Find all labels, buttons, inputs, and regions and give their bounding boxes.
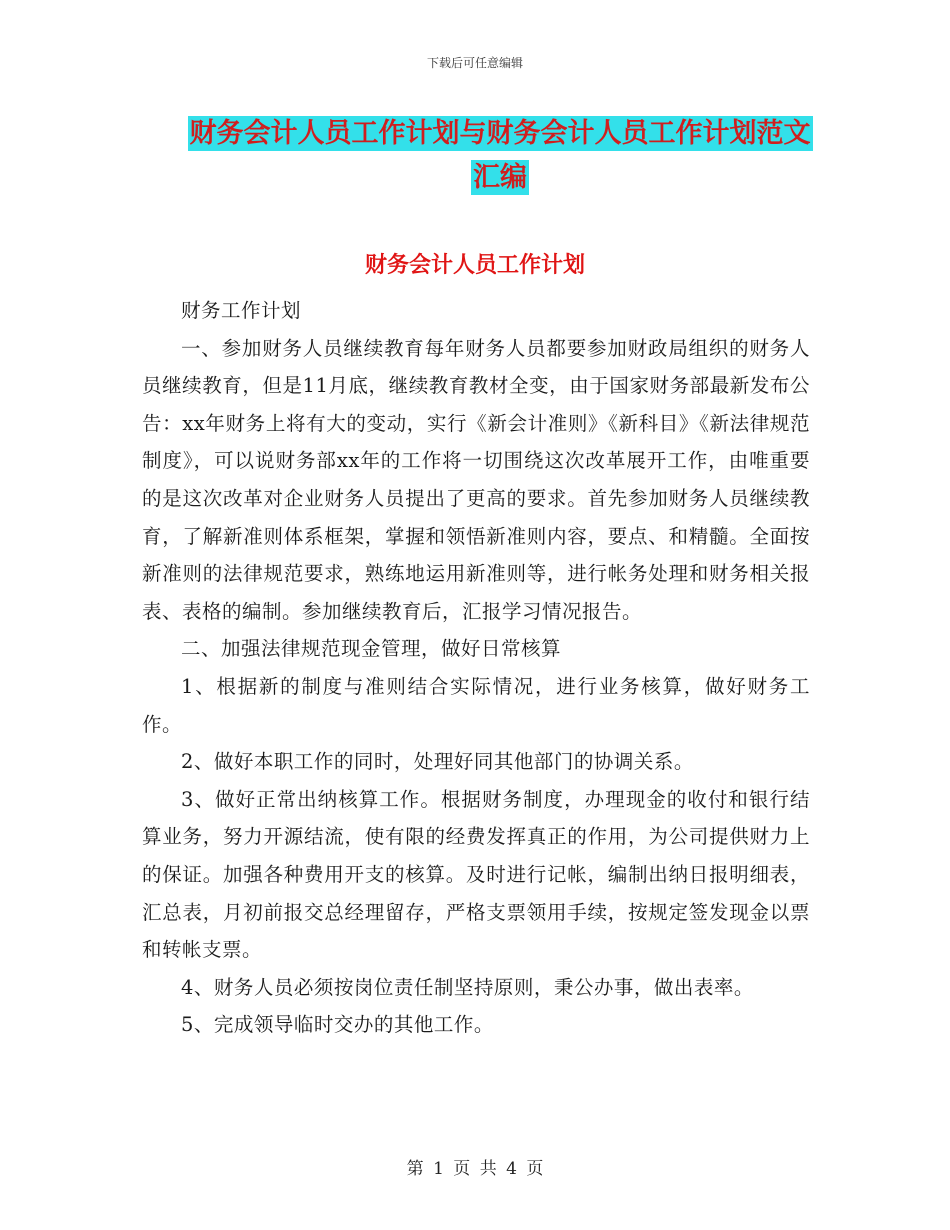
page-footer: 第 1 页 共 4 页 (406, 1159, 544, 1179)
paragraph: 3、做好正常出纳核算工作。根据财务制度，办理现金的收付和银行结算业务，努力开源结流，使有限的经费发挥真正的作用，为公司提供财力上的保证。加强各种费用开支的核算。及时进行记帐，编制出纳日报明细表，汇总表，月初前报交总经理留存，严格支票领用手续，按规定签发现金以票和转帐支票。 (142, 787, 810, 962)
document-title (140, 112, 860, 200)
paragraph: 财务工作计划 (181, 299, 302, 322)
body-text (142, 292, 810, 1044)
title-line-1: 财务会计人员工作计划与财务会计人员工作计划范文 (189, 118, 811, 149)
paragraph: 5、完成领导临时交办的其他工作。 (181, 1013, 494, 1037)
paragraph: 一、参加财务人员继续教育每年财务人员都要参加财政局组织的财务人员继续教育，但是11月底，继续教育教材全变，由于国家财务部最新发布公告：xx年财务上将有大的变动，实行《新会计准则》《新科目》《新法律规范制度》，可以说财务部xx年的工作将一切围绕这次改革展开工作，由唯重要的是这次改革对企业财务人员提出了更高的要求。首先参加财务人员继续教育，了解新准则体系框架，掌握和领悟新准则内容，要点、和精髓。全面按新准则的法律规范要求，熟练地运用新准则等，进行帐务处理和财务相关报表、表格的编制。参加继续教育后，汇报学习情况报告。 (142, 336, 810, 623)
header-note: 下载后可任意编辑 (426, 56, 523, 70)
paragraph: 二、加强法律规范现金管理，做好日常核算 (181, 637, 562, 661)
section-title: 财务会计人员工作计划 (364, 253, 585, 278)
title-line-2: 汇编 (473, 162, 527, 193)
paragraph: 2、做好本职工作的同时，处理好同其他部门的协调关系。 (181, 750, 694, 774)
paragraph: 4、财务人员必须按岗位责任制坚持原则，秉公办事，做出表率。 (181, 975, 754, 999)
paragraph: 1、根据新的制度与准则结合实际情况，进行业务核算，做好财务工作。 (142, 674, 810, 736)
